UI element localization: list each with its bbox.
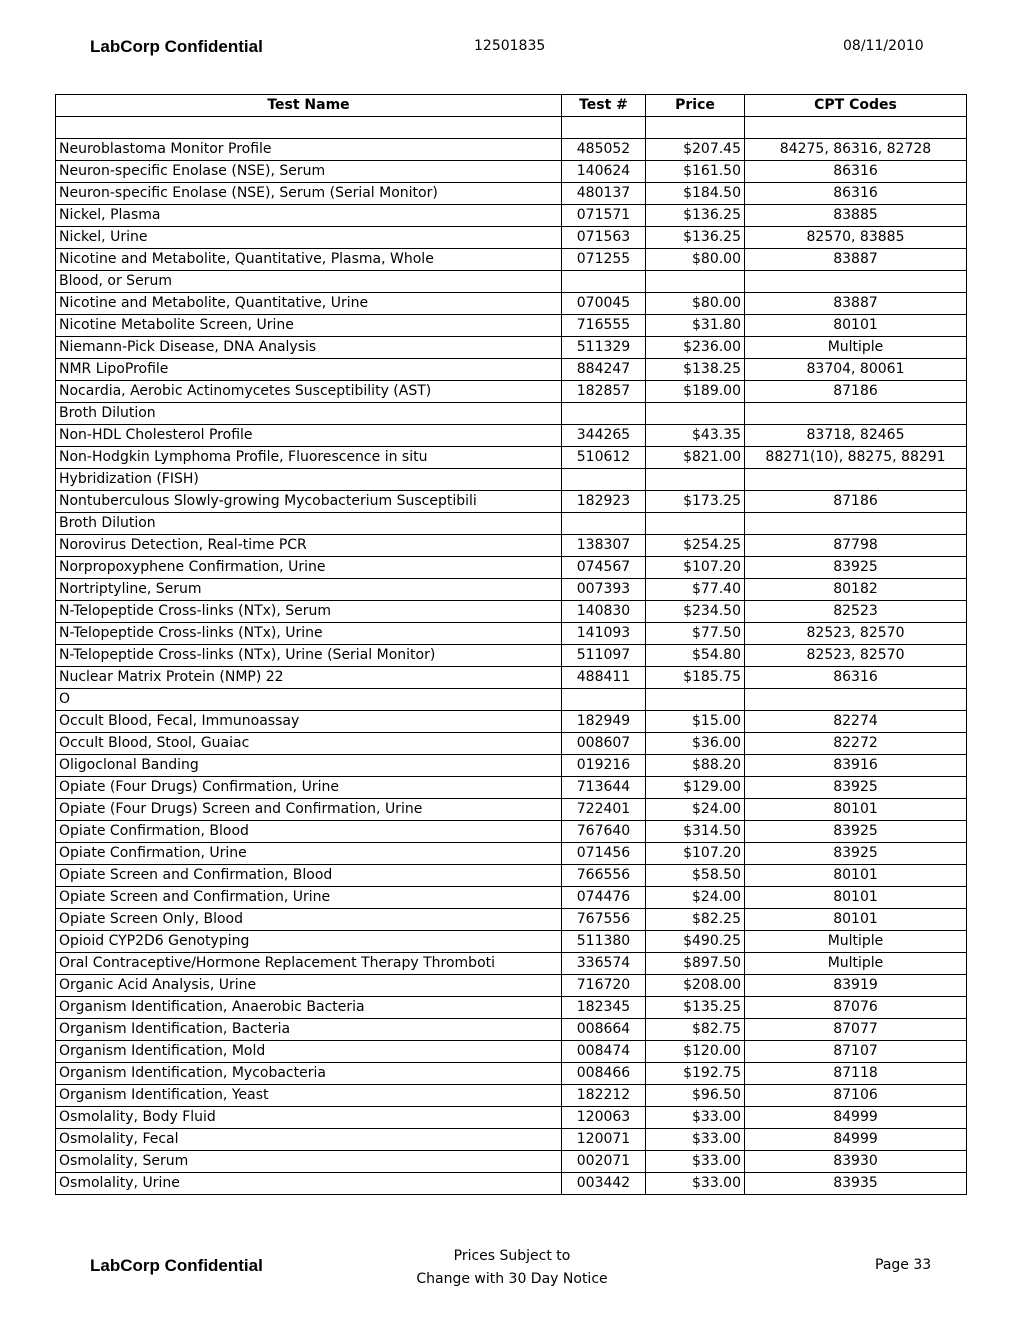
table-row — [56, 205, 967, 227]
column-header-test-name: Test Name — [56, 95, 562, 117]
cpt-codes-cell: 80101 — [745, 909, 967, 931]
table-row — [56, 117, 967, 139]
table-row — [56, 887, 967, 909]
test-number-cell: 182345 — [562, 997, 646, 1019]
price-list-table — [55, 94, 967, 1195]
cpt-codes-cell: 82523 — [745, 601, 967, 623]
cpt-codes-cell: 83925 — [745, 821, 967, 843]
test-number-cell: 510612 — [562, 447, 646, 469]
table-row — [56, 403, 967, 425]
table-row — [56, 755, 967, 777]
cpt-codes-cell: Multiple — [745, 953, 967, 975]
test-number-cell: 003442 — [562, 1173, 646, 1195]
test-number-cell: 182212 — [562, 1085, 646, 1107]
cpt-codes-cell: 83935 — [745, 1173, 967, 1195]
test-number-cell: 120063 — [562, 1107, 646, 1129]
test-number-cell: 485052 — [562, 139, 646, 161]
test-number-cell: 511329 — [562, 337, 646, 359]
test-name-cell: N-Telopeptide Cross-links (NTx), Urine — [56, 623, 562, 645]
table-row — [56, 1041, 967, 1063]
test-name-cell: Broth Dilution — [56, 403, 562, 425]
test-name-cell: Osmolality, Fecal — [56, 1129, 562, 1151]
table-header-row — [56, 95, 967, 117]
table-row — [56, 249, 967, 271]
column-header-test-number: Test # — [562, 95, 646, 117]
test-number-cell: 140830 — [562, 601, 646, 623]
price-cell: $36.00 — [646, 733, 745, 755]
test-number-cell: 344265 — [562, 425, 646, 447]
table-row — [56, 447, 967, 469]
test-number-cell: 141093 — [562, 623, 646, 645]
test-name-cell: Oral Contraceptive/Hormone Replacement Therapy Thromboti — [56, 953, 562, 975]
table-row — [56, 425, 967, 447]
cpt-codes-cell — [745, 271, 967, 293]
table-row — [56, 1151, 967, 1173]
price-cell: $135.25 — [646, 997, 745, 1019]
table-row — [56, 865, 967, 887]
test-name-cell: Nickel, Plasma — [56, 205, 562, 227]
price-cell: $80.00 — [646, 293, 745, 315]
price-cell: $77.50 — [646, 623, 745, 645]
table-row — [56, 821, 967, 843]
cpt-codes-cell: 82523, 82570 — [745, 623, 967, 645]
table-row — [56, 711, 967, 733]
table-row — [56, 777, 967, 799]
test-number-cell: 480137 — [562, 183, 646, 205]
test-name-cell: Organism Identification, Mold — [56, 1041, 562, 1063]
test-number-cell: 182857 — [562, 381, 646, 403]
price-cell — [646, 689, 745, 711]
table-row — [56, 513, 967, 535]
cpt-codes-cell — [745, 469, 967, 491]
table-row — [56, 535, 967, 557]
cpt-codes-cell: 83916 — [745, 755, 967, 777]
cpt-codes-cell: 82570, 83885 — [745, 227, 967, 249]
price-cell: $107.20 — [646, 843, 745, 865]
price-cell: $192.75 — [646, 1063, 745, 1085]
cpt-codes-cell — [745, 689, 967, 711]
table-row — [56, 733, 967, 755]
cpt-codes-cell: 82274 — [745, 711, 967, 733]
test-name-cell: Nickel, Urine — [56, 227, 562, 249]
footer-price-notice — [404, 1245, 620, 1291]
price-cell: $24.00 — [646, 799, 745, 821]
test-number-cell: 008664 — [562, 1019, 646, 1041]
price-cell: $88.20 — [646, 755, 745, 777]
cpt-codes-cell: 83887 — [745, 293, 967, 315]
table-row — [56, 293, 967, 315]
test-name-cell: Nocardia, Aerobic Actinomycetes Susceptibility (AST) — [56, 381, 562, 403]
price-cell: $821.00 — [646, 447, 745, 469]
cpt-codes-cell: 83887 — [745, 249, 967, 271]
cpt-codes-cell: 87076 — [745, 997, 967, 1019]
test-name-cell: Opiate Screen and Confirmation, Urine — [56, 887, 562, 909]
price-cell: $184.50 — [646, 183, 745, 205]
test-number-cell: 074476 — [562, 887, 646, 909]
price-cell: $490.25 — [646, 931, 745, 953]
table-row — [56, 227, 967, 249]
price-cell: $82.75 — [646, 1019, 745, 1041]
cpt-codes-cell: 86316 — [745, 161, 967, 183]
cpt-codes-cell: 80182 — [745, 579, 967, 601]
cpt-codes-cell: 87118 — [745, 1063, 967, 1085]
test-number-cell — [562, 469, 646, 491]
cpt-codes-cell: 83925 — [745, 777, 967, 799]
cpt-codes-cell: 80101 — [745, 865, 967, 887]
test-number-cell: 767556 — [562, 909, 646, 931]
cpt-codes-cell: 84275, 86316, 82728 — [745, 139, 967, 161]
test-number-cell: 008607 — [562, 733, 646, 755]
test-number-cell: 713644 — [562, 777, 646, 799]
price-cell: $33.00 — [646, 1173, 745, 1195]
test-number-cell: 071563 — [562, 227, 646, 249]
column-header-cpt-codes: CPT Codes — [745, 95, 967, 117]
price-cell: $58.50 — [646, 865, 745, 887]
test-number-cell: 071456 — [562, 843, 646, 865]
cpt-codes-cell: 84999 — [745, 1107, 967, 1129]
test-name-cell: Organism Identification, Anaerobic Bacteria — [56, 997, 562, 1019]
table-row — [56, 271, 967, 293]
cpt-codes-cell: 83718, 82465 — [745, 425, 967, 447]
cpt-codes-cell: 80101 — [745, 315, 967, 337]
header-confidential-label: LabCorp Confidential — [90, 37, 263, 56]
cpt-codes-cell: 83885 — [745, 205, 967, 227]
footer-page-number: Page 33 — [875, 1257, 932, 1273]
test-name-cell: Nortriptyline, Serum — [56, 579, 562, 601]
table-row — [56, 909, 967, 931]
price-cell: $136.25 — [646, 205, 745, 227]
table-row — [56, 997, 967, 1019]
test-number-cell: 002071 — [562, 1151, 646, 1173]
cpt-codes-cell: 87186 — [745, 381, 967, 403]
test-name-cell: Non-HDL Cholesterol Profile — [56, 425, 562, 447]
test-number-cell: 074567 — [562, 557, 646, 579]
cpt-codes-cell: 87798 — [745, 535, 967, 557]
table-row — [56, 1019, 967, 1041]
table-row — [56, 161, 967, 183]
table-row — [56, 139, 967, 161]
test-number-cell: 120071 — [562, 1129, 646, 1151]
header-date: 08/11/2010 — [843, 38, 924, 54]
test-number-cell — [562, 271, 646, 293]
test-name-cell: Osmolality, Urine — [56, 1173, 562, 1195]
cpt-codes-cell: 83925 — [745, 557, 967, 579]
test-number-cell: 071255 — [562, 249, 646, 271]
price-cell: $15.00 — [646, 711, 745, 733]
table-row — [56, 381, 967, 403]
price-cell: $314.50 — [646, 821, 745, 843]
price-cell — [646, 469, 745, 491]
test-name-cell: Occult Blood, Fecal, Immunoassay — [56, 711, 562, 733]
price-cell — [646, 513, 745, 535]
cpt-codes-cell: 83919 — [745, 975, 967, 997]
cpt-codes-cell: 83704, 80061 — [745, 359, 967, 381]
price-cell: $33.00 — [646, 1129, 745, 1151]
footer-notice-line-2: Change with 30 Day Notice — [416, 1271, 608, 1287]
cpt-codes-cell: 80101 — [745, 799, 967, 821]
table-row — [56, 359, 967, 381]
test-name-cell: N-Telopeptide Cross-links (NTx), Urine (Serial Monitor) — [56, 645, 562, 667]
price-cell: $33.00 — [646, 1151, 745, 1173]
footer-notice-line-1: Prices Subject to — [453, 1248, 571, 1264]
test-number-cell: 884247 — [562, 359, 646, 381]
test-name-cell: Nontuberculous Slowly-growing Mycobacterium Susceptibili — [56, 491, 562, 513]
cpt-codes-cell — [745, 513, 967, 535]
price-cell: $208.00 — [646, 975, 745, 997]
price-cell: $236.00 — [646, 337, 745, 359]
price-cell: $120.00 — [646, 1041, 745, 1063]
cpt-codes-cell: 87077 — [745, 1019, 967, 1041]
test-name-cell: Opiate (Four Drugs) Screen and Confirmation, Urine — [56, 799, 562, 821]
test-number-cell: 182949 — [562, 711, 646, 733]
test-name-cell: Opiate Screen and Confirmation, Blood — [56, 865, 562, 887]
table-row — [56, 1107, 967, 1129]
test-name-cell: Nicotine and Metabolite, Quantitative, Urine — [56, 293, 562, 315]
test-number-cell: 767640 — [562, 821, 646, 843]
test-name-cell: Opiate Confirmation, Blood — [56, 821, 562, 843]
table-row — [56, 799, 967, 821]
test-name-cell — [56, 117, 562, 139]
cpt-codes-cell: 82523, 82570 — [745, 645, 967, 667]
cpt-codes-cell: Multiple — [745, 337, 967, 359]
test-name-cell: O — [56, 689, 562, 711]
price-cell — [646, 403, 745, 425]
price-cell: $129.00 — [646, 777, 745, 799]
test-name-cell: Non-Hodgkin Lymphoma Profile, Fluorescence in situ — [56, 447, 562, 469]
test-name-cell: N-Telopeptide Cross-links (NTx), Serum — [56, 601, 562, 623]
price-cell — [646, 117, 745, 139]
price-cell: $185.75 — [646, 667, 745, 689]
test-name-cell: Hybridization (FISH) — [56, 469, 562, 491]
test-number-cell — [562, 513, 646, 535]
table-body — [56, 117, 967, 1195]
table-row — [56, 843, 967, 865]
test-name-cell: Niemann-Pick Disease, DNA Analysis — [56, 337, 562, 359]
price-cell: $136.25 — [646, 227, 745, 249]
table-row — [56, 337, 967, 359]
test-number-cell: 019216 — [562, 755, 646, 777]
test-number-cell: 488411 — [562, 667, 646, 689]
test-name-cell: Norovirus Detection, Real-time PCR — [56, 535, 562, 557]
table-row — [56, 315, 967, 337]
price-cell: $24.00 — [646, 887, 745, 909]
test-number-cell: 511380 — [562, 931, 646, 953]
test-number-cell — [562, 117, 646, 139]
table-row — [56, 1063, 967, 1085]
cpt-codes-cell: 80101 — [745, 887, 967, 909]
cpt-codes-cell — [745, 117, 967, 139]
cpt-codes-cell: 86316 — [745, 667, 967, 689]
price-cell: $43.35 — [646, 425, 745, 447]
price-cell: $207.45 — [646, 139, 745, 161]
test-name-cell: NMR LipoProfile — [56, 359, 562, 381]
table-row — [56, 1129, 967, 1151]
column-header-price: Price — [646, 95, 745, 117]
test-number-cell: 182923 — [562, 491, 646, 513]
table-row — [56, 953, 967, 975]
price-cell: $254.25 — [646, 535, 745, 557]
cpt-codes-cell: 87186 — [745, 491, 967, 513]
cpt-codes-cell: 87107 — [745, 1041, 967, 1063]
price-cell: $96.50 — [646, 1085, 745, 1107]
table-row — [56, 183, 967, 205]
price-cell: $161.50 — [646, 161, 745, 183]
price-cell: $82.25 — [646, 909, 745, 931]
test-name-cell: Nicotine and Metabolite, Quantitative, Plasma, Whole — [56, 249, 562, 271]
table-row — [56, 491, 967, 513]
test-number-cell: 140624 — [562, 161, 646, 183]
table-row — [56, 1085, 967, 1107]
price-cell: $54.80 — [646, 645, 745, 667]
table-row — [56, 1173, 967, 1195]
test-name-cell: Nicotine Metabolite Screen, Urine — [56, 315, 562, 337]
cpt-codes-cell: 83930 — [745, 1151, 967, 1173]
price-cell: $897.50 — [646, 953, 745, 975]
cpt-codes-cell: 84999 — [745, 1129, 967, 1151]
test-name-cell: Osmolality, Body Fluid — [56, 1107, 562, 1129]
test-name-cell: Blood, or Serum — [56, 271, 562, 293]
test-name-cell: Opiate Confirmation, Urine — [56, 843, 562, 865]
price-cell: $80.00 — [646, 249, 745, 271]
cpt-codes-cell: 88271(10), 88275, 88291 — [745, 447, 967, 469]
price-cell: $173.25 — [646, 491, 745, 513]
test-number-cell — [562, 689, 646, 711]
test-name-cell: Oligoclonal Banding — [56, 755, 562, 777]
test-name-cell: Organism Identification, Mycobacteria — [56, 1063, 562, 1085]
price-cell: $107.20 — [646, 557, 745, 579]
table-row — [56, 601, 967, 623]
test-name-cell: Opiate Screen Only, Blood — [56, 909, 562, 931]
footer-confidential-label: LabCorp Confidential — [90, 1256, 263, 1275]
test-number-cell — [562, 403, 646, 425]
table-row — [56, 931, 967, 953]
table-row — [56, 579, 967, 601]
price-cell: $138.25 — [646, 359, 745, 381]
price-cell: $33.00 — [646, 1107, 745, 1129]
test-number-cell: 716555 — [562, 315, 646, 337]
test-number-cell: 071571 — [562, 205, 646, 227]
test-name-cell: Opioid CYP2D6 Genotyping — [56, 931, 562, 953]
test-number-cell: 138307 — [562, 535, 646, 557]
cpt-codes-cell: 86316 — [745, 183, 967, 205]
table-row — [56, 557, 967, 579]
price-cell: $189.00 — [646, 381, 745, 403]
header-document-id: 12501835 — [474, 38, 546, 54]
test-number-cell: 008474 — [562, 1041, 646, 1063]
price-cell — [646, 271, 745, 293]
table-row — [56, 469, 967, 491]
price-cell: $31.80 — [646, 315, 745, 337]
test-name-cell: Organism Identification, Bacteria — [56, 1019, 562, 1041]
table-row — [56, 667, 967, 689]
price-cell: $77.40 — [646, 579, 745, 601]
test-number-cell: 008466 — [562, 1063, 646, 1085]
test-number-cell: 722401 — [562, 799, 646, 821]
test-name-cell: Broth Dilution — [56, 513, 562, 535]
test-name-cell: Norpropoxyphene Confirmation, Urine — [56, 557, 562, 579]
test-name-cell: Occult Blood, Stool, Guaiac — [56, 733, 562, 755]
cpt-codes-cell: Multiple — [745, 931, 967, 953]
test-number-cell: 766556 — [562, 865, 646, 887]
table-row — [56, 689, 967, 711]
test-name-cell: Organism Identification, Yeast — [56, 1085, 562, 1107]
cpt-codes-cell: 83925 — [745, 843, 967, 865]
table-row — [56, 645, 967, 667]
test-name-cell: Organic Acid Analysis, Urine — [56, 975, 562, 997]
table-row — [56, 975, 967, 997]
test-number-cell: 511097 — [562, 645, 646, 667]
test-number-cell: 007393 — [562, 579, 646, 601]
test-name-cell: Neuroblastoma Monitor Profile — [56, 139, 562, 161]
test-name-cell: Nuclear Matrix Protein (NMP) 22 — [56, 667, 562, 689]
test-name-cell: Neuron-specific Enolase (NSE), Serum (Serial Monitor) — [56, 183, 562, 205]
cpt-codes-cell — [745, 403, 967, 425]
test-number-cell: 716720 — [562, 975, 646, 997]
price-cell: $234.50 — [646, 601, 745, 623]
cpt-codes-cell: 87106 — [745, 1085, 967, 1107]
table-row — [56, 623, 967, 645]
test-name-cell: Neuron-specific Enolase (NSE), Serum — [56, 161, 562, 183]
test-name-cell: Osmolality, Serum — [56, 1151, 562, 1173]
test-name-cell: Opiate (Four Drugs) Confirmation, Urine — [56, 777, 562, 799]
cpt-codes-cell: 82272 — [745, 733, 967, 755]
test-number-cell: 070045 — [562, 293, 646, 315]
test-number-cell: 336574 — [562, 953, 646, 975]
